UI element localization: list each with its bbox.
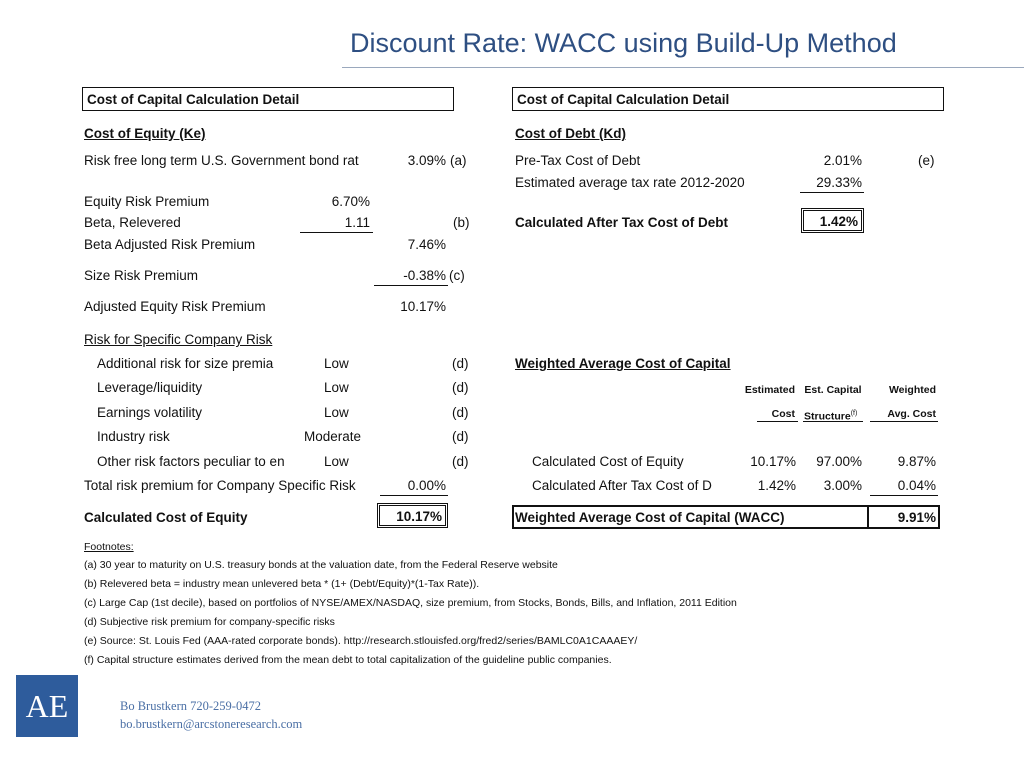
size-underline xyxy=(374,285,448,286)
wacc-total-value: 9.91% xyxy=(897,510,936,525)
specific-risk-heading: Risk for Specific Company Risk xyxy=(84,332,273,347)
col-cost-underline xyxy=(757,421,798,422)
total-specific-label: Total risk premium for Company Specific Risk xyxy=(84,478,356,493)
wacc-heading: Weighted Average Cost of Capital xyxy=(515,356,731,371)
wacc-row-label: Calculated After Tax Cost of D xyxy=(532,478,712,493)
bar-label: Beta Adjusted Risk Premium xyxy=(84,237,256,252)
erp-value: 6.70% xyxy=(331,194,370,209)
atcod-label: Calculated After Tax Cost of Debt xyxy=(515,215,729,230)
coe-value: 10.17% xyxy=(377,503,448,528)
aerp-label: Adjusted Equity Risk Premium xyxy=(84,299,266,314)
risk-level: Low xyxy=(324,454,349,469)
footnote-a: (a) 30 year to maturity on U.S. treasury bonds at the valuation date, from the Federal Reserve website xyxy=(84,559,558,571)
footnote-d: (d) Subjective risk premium for company-specific risks xyxy=(84,616,335,628)
cost-of-debt-heading: Cost of Debt (Kd) xyxy=(515,126,626,141)
wacc-total-label: Weighted Average Cost of Capital (WACC) xyxy=(515,510,785,525)
size-value: -0.38% xyxy=(403,268,446,283)
col-structure-underline xyxy=(803,421,863,422)
col-cost-top: Estimated xyxy=(744,384,795,396)
risk-label: Earnings volatility xyxy=(97,405,203,420)
col-weighted-bottom: Avg. Cost xyxy=(887,408,936,420)
contact-phone: Bo Brustkern 720-259-0472 xyxy=(120,699,261,713)
wacc-total-divider xyxy=(867,505,869,529)
col-weighted-top: Weighted xyxy=(888,384,936,396)
total-specific-value: 0.00% xyxy=(407,478,446,493)
cost-of-equity-heading: Cost of Equity (Ke) xyxy=(84,126,206,141)
col-structure-top: Est. Capital xyxy=(804,384,862,396)
col-cost-bottom: Cost xyxy=(771,408,795,420)
beta-value: 1.11 xyxy=(344,215,370,230)
contact-email: bo.brustkern@arcstoneresearch.com xyxy=(120,717,303,731)
footnote-b: (b) Relevered beta = industry mean unlevered beta * (1+ (Debt/Equity)*(1-Tax Rate)). xyxy=(84,578,480,590)
total-underline xyxy=(380,495,448,496)
risk-label: Leverage/liquidity xyxy=(97,380,203,395)
wacc-row-cost: 1.42% xyxy=(757,478,796,493)
aerp-value: 10.17% xyxy=(400,299,446,314)
risk-level: Low xyxy=(324,356,349,371)
risk-note: (d) xyxy=(452,356,469,371)
pretax-value: 2.01% xyxy=(823,153,862,168)
page-title: Discount Rate: WACC using Build-Up Method xyxy=(350,28,897,58)
col-weighted-underline xyxy=(870,421,938,422)
wacc-row-cost: 10.17% xyxy=(750,454,796,469)
col-structure-bottom: Structure$^{(f)}$ xyxy=(804,410,858,423)
right-header-box: Cost of Capital Calculation Detail xyxy=(512,87,944,111)
rf-value: 3.09% xyxy=(407,153,446,168)
pretax-note: (e) xyxy=(918,153,935,168)
rf-label: Risk free long term U.S. Government bond rat xyxy=(84,153,359,168)
coe-label: Calculated Cost of Equity xyxy=(84,510,248,525)
size-label: Size Risk Premium xyxy=(84,268,199,283)
tax-rate-label: Estimated average tax rate 2012-2020 xyxy=(515,175,745,190)
pretax-label: Pre-Tax Cost of Debt xyxy=(515,153,641,168)
beta-label: Beta, Relevered xyxy=(84,215,181,230)
risk-note: (d) xyxy=(452,454,469,469)
footnotes-title: Footnotes: xyxy=(84,541,134,553)
wacc-row-weighted: 9.87% xyxy=(897,454,936,469)
weighted-total-underline xyxy=(870,495,938,496)
risk-level: Moderate xyxy=(304,429,362,444)
risk-note: (d) xyxy=(452,380,469,395)
footnote-e: (e) Source: St. Louis Fed (AAA-rated corporate bonds). http://research.stlouisfed.org/fred2/series/BAMLC0A1CAAAEY/ xyxy=(84,635,638,647)
wacc-row-structure: 3.00% xyxy=(823,478,862,493)
risk-level: Low xyxy=(324,380,349,395)
tax-underline xyxy=(800,192,864,193)
company-logo: AE xyxy=(16,675,78,737)
footnote-c: (c) Large Cap (1st decile), based on portfolios of NYSE/AMEX/NASDAQ, size premium, from Stocks, Bonds, Bills, and Inflation, 2011 Edition xyxy=(84,597,737,609)
beta-note: (b) xyxy=(453,215,470,230)
title-divider xyxy=(342,67,1024,68)
wacc-row-structure: 97.00% xyxy=(816,454,862,469)
wacc-row-weighted: 0.04% xyxy=(897,478,936,493)
wacc-row-label: Calculated Cost of Equity xyxy=(532,454,684,469)
rf-note: (a) xyxy=(450,153,467,168)
risk-level: Low xyxy=(324,405,349,420)
risk-label: Other risk factors peculiar to en xyxy=(97,454,285,469)
beta-underline xyxy=(300,232,373,233)
tax-rate-value: 29.33% xyxy=(816,175,862,190)
atcod-value: 1.42% xyxy=(801,208,864,233)
risk-label: Additional risk for size premia xyxy=(97,356,274,371)
risk-note: (d) xyxy=(452,429,469,444)
risk-note: (d) xyxy=(452,405,469,420)
bar-value: 7.46% xyxy=(407,237,446,252)
footnote-f: (f) Capital structure estimates derived from the mean debt to total capitalization of the guideline public companies. xyxy=(84,654,612,666)
left-header-box: Cost of Capital Calculation Detail xyxy=(82,87,454,111)
erp-label: Equity Risk Premium xyxy=(84,194,210,209)
risk-label: Industry risk xyxy=(97,429,170,444)
size-note: (c) xyxy=(449,268,465,283)
